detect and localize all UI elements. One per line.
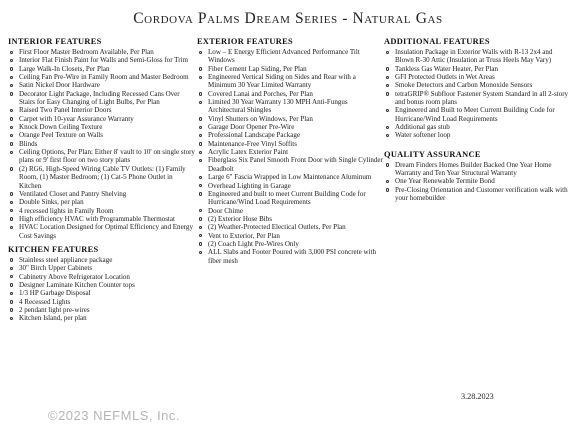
list-item: Cabinetry Above Refrigerator Location <box>8 273 196 281</box>
list-item: Covered Lanai and Porches, Per Plan <box>197 90 383 98</box>
list-item: (2) RG6, High-Speed Wiring Cable TV Outlets: (1) Family Room, (1) Master Bedroom; (1) Cat-5 Phone Outlet in Kitchen <box>8 165 196 190</box>
list-item: (2) Coach Light Pre-Wires Only <box>197 240 383 248</box>
list-item: HVAC Location Designed for Optimal Efficiency and Energy Cost Savings <box>8 223 196 240</box>
list-item: Garage Door Opener Pre-Wire <box>197 123 383 131</box>
list-item: Vent to Exterior, Per Plan <box>197 232 383 240</box>
list-item: Acrylic Latex Exterior Paint <box>197 148 383 156</box>
list-item: Large Walk-In Closets, Per Plan <box>8 65 196 73</box>
document-date: 3.28.2023 <box>461 392 494 401</box>
list-item: Raised Two Panel Interior Doors <box>8 106 196 114</box>
list-item: Blinds <box>8 140 196 148</box>
list-item: One Year Renewable Termite Bond <box>384 177 570 185</box>
list-item: Engineered and built to meet Current Building Code for Hurricane/Wind Load Requirements <box>197 190 383 207</box>
list-item: Maintenance-Free Vinyl Soffits <box>197 140 383 148</box>
list-item: Interior Flat Finish Paint for Walls and Semi-Gloss for Trim <box>8 56 196 64</box>
list-item: 4 recessed lights in Family Room <box>8 207 196 215</box>
additional-features-list <box>384 48 570 140</box>
list-item: 4 Recessed Lights <box>8 298 196 306</box>
exterior-features-heading: EXTERIOR FEATURES <box>197 37 293 46</box>
list-item: Fiber Cement Lap Siding, Per Plan <box>197 65 383 73</box>
watermark: ©2023 NEFMLS, Inc. <box>48 408 181 423</box>
interior-features-list <box>8 48 196 240</box>
list-item: Knock Down Ceiling Texture <box>8 123 196 131</box>
list-item: (2) Exterior Hose Bibs <box>197 215 383 223</box>
list-item: Carpet with 10-year Assurance Warranty <box>8 115 196 123</box>
column-right <box>384 37 570 203</box>
list-item: ALL Slabs and Footer Poured with 3,000 PSI concrete with fiber mesh <box>197 248 383 265</box>
list-item: Satin Nickel Door Hardware <box>8 81 196 89</box>
kitchen-features-heading: KITCHEN FEATURES <box>8 244 99 254</box>
list-item: GFI Protected Outlets in Wet Areas <box>384 73 570 81</box>
list-item: Dream Finders Homes Builder Backed One Year Home Warranty and Ten Year Structural Warranty <box>384 161 570 178</box>
list-item: Insulation Package in Exterior Walls with R-13 2x4 and Blown R-30 Attic (Insulation at Truss Heels May Vary) <box>384 48 570 65</box>
list-item: Tankless Gas Water Heater, Per Plan <box>384 65 570 73</box>
interior-features-heading: INTERIOR FEATURES <box>8 37 102 46</box>
list-item: tetraGRIP® Subfloor Fastener System Standard in all 2-story and bonus room plans <box>384 90 570 107</box>
list-item: Door Chime <box>197 207 383 215</box>
list-item: Water softener loop <box>384 131 570 139</box>
list-item: Overhead Lighting in Garage <box>197 182 383 190</box>
list-item: Professional Landscape Package <box>197 131 383 139</box>
list-item: Kitchen Island, per plan <box>8 314 196 322</box>
list-item: 30" Birch Upper Cabinets <box>8 264 196 272</box>
list-item: Low – E Energy Efficient Advanced Performance Tilt Windows <box>197 48 383 65</box>
list-item: Engineered and Built to Meet Current Building Code for Hurricane/Wind Load Requirements <box>384 106 570 123</box>
list-item: 1/3 HP Garbage Disposal <box>8 289 196 297</box>
list-item: Engineered Vertical Siding on Sides and Rear with a Minimum 30 Year Limited Warranty <box>197 73 383 90</box>
column-middle <box>197 37 383 265</box>
list-item: Additional gas stub <box>384 123 570 131</box>
list-item: Stainless steel appliance package <box>8 256 196 264</box>
additional-features-heading: ADDITIONAL FEATURES <box>384 37 490 46</box>
kitchen-features-list <box>8 256 196 323</box>
exterior-features-list <box>197 48 383 265</box>
list-item: Decorator Light Package, Including Recessed Cans Over Stairs for Easy Changing of Light Bulbs, Per Plan <box>8 90 196 107</box>
list-item: Pre-Closing Orientation and Customer verification walk with your homebuilder <box>384 186 570 203</box>
list-item: (2) Weather-Protected Electical Outlets, Per Plan <box>197 223 383 231</box>
list-item: Ceiling Fan Pre-Wire in Family Room and Master Bedroom <box>8 73 196 81</box>
quality-assurance-list <box>384 161 570 203</box>
list-item: Limited 30 Year Warranty 130 MPH Anti-Fungus Architectural Shingles <box>197 98 383 115</box>
list-item: Double Sinks, per plan <box>8 198 196 206</box>
quality-assurance-heading: QUALITY ASSURANCE <box>384 149 481 159</box>
list-item: Orange Peel Texture on Walls <box>8 131 196 139</box>
list-item: Fiberglass Six Panel Smooth Front Door with Single Cylinder Deadbolt <box>197 156 383 173</box>
list-item: Ceiling Options, Per Plan: Either 8' vault to 10' on single story plans or 9' first floor on two story plans <box>8 148 196 165</box>
list-item: High efficiency HVAC with Programmable Thermostat <box>8 215 196 223</box>
column-left <box>8 37 196 323</box>
list-item: Large 6" Fascia Wrapped in Low Maintenance Aluminum <box>197 173 383 181</box>
list-item: Ventilated Closet and Pantry Shelving <box>8 190 196 198</box>
list-item: Designer Laminate Kitchen Counter tops <box>8 281 196 289</box>
list-item: Smoke Detectors and Carbon Monoxide Sensors <box>384 81 570 89</box>
list-item: Vinyl Shutters on Windows, Per Plan <box>197 115 383 123</box>
list-item: First Floor Master Bedroom Available, Per Plan <box>8 48 196 56</box>
list-item: 2 pendant light pre-wires <box>8 306 196 314</box>
page-title: Cordova Palms Dream Series - Natural Gas <box>133 10 443 27</box>
